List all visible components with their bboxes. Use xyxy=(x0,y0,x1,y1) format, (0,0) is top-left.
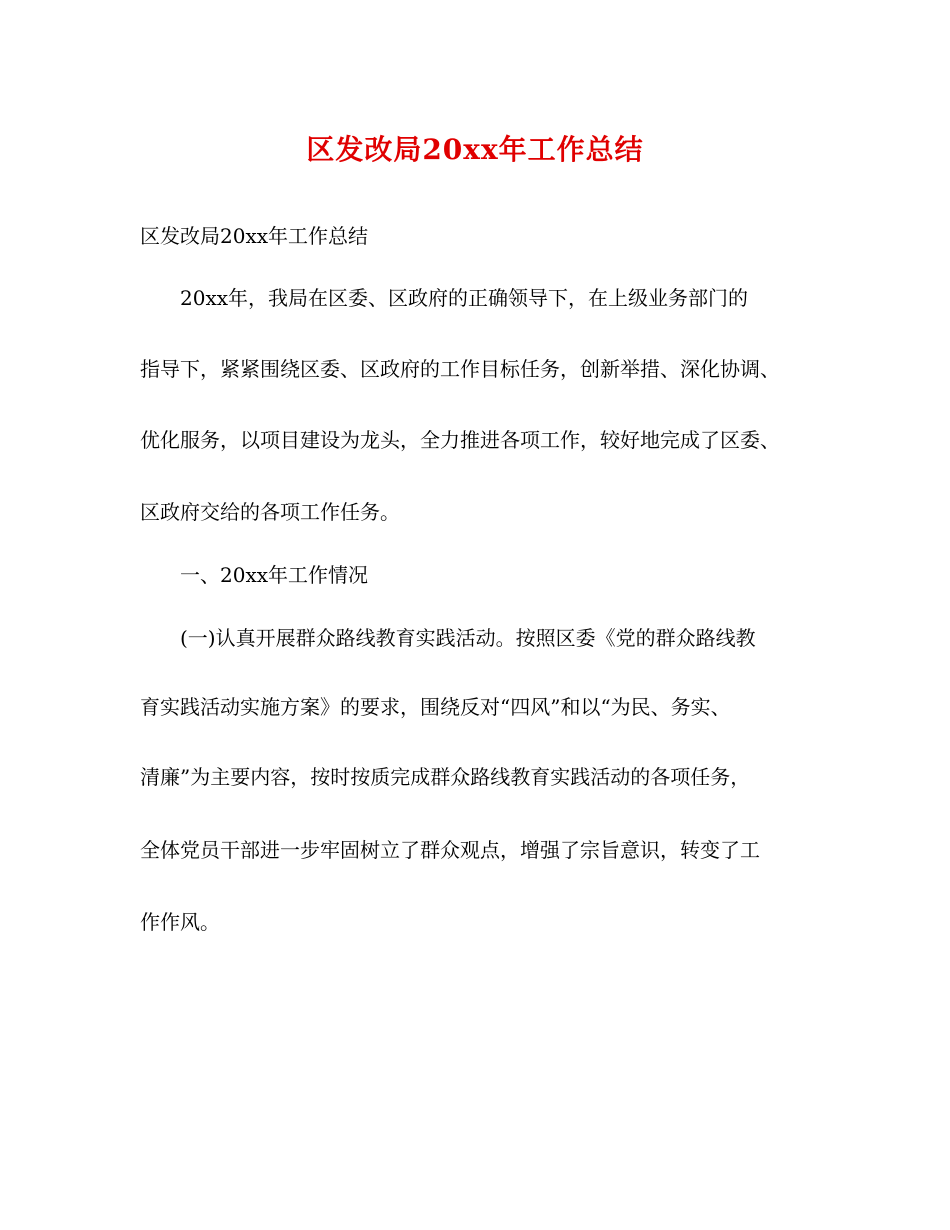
body-line-paragraph-2-line-5: 作作风。 xyxy=(140,910,220,934)
body-line-paragraph-2-line-2: 育实践活动实施方案》的要求，围绕反对“四风”和以“为民、务实、 xyxy=(140,695,731,719)
body-line-paragraph-2-line-4: 全体党员干部进一步牢固树立了群众观点，增强了宗旨意识，转变了工 xyxy=(140,838,760,862)
section-heading-1: 一、20xx年工作情况 xyxy=(180,563,369,587)
body-line-paragraph-1-line-4: 区政府交给的各项工作任务。 xyxy=(140,500,400,524)
body-line-paragraph-2-line-3: 清廉”为主要内容，按时按质完成群众路线教育实践活动的各项任务， xyxy=(140,765,751,789)
body-line-paragraph-1-line-3: 优化服务，以项目建设为龙头，全力推进各项工作，较好地完成了区委、 xyxy=(140,428,780,452)
document-title: 区发改局20xx年工作总结 xyxy=(306,133,644,166)
body-line-paragraph-2-line-1: (一)认真开展群众路线教育实践活动。按照区委《党的群众路线教 xyxy=(180,626,756,650)
body-line-subtitle: 区发改局20xx年工作总结 xyxy=(140,224,369,248)
body-line-paragraph-1-line-1: 20xx年，我局在区委、区政府的正确领导下，在上级业务部门的 xyxy=(180,286,749,310)
body-line-paragraph-1-line-2: 指导下，紧紧围绕区委、区政府的工作目标任务，创新举措、深化协调、 xyxy=(140,357,780,381)
